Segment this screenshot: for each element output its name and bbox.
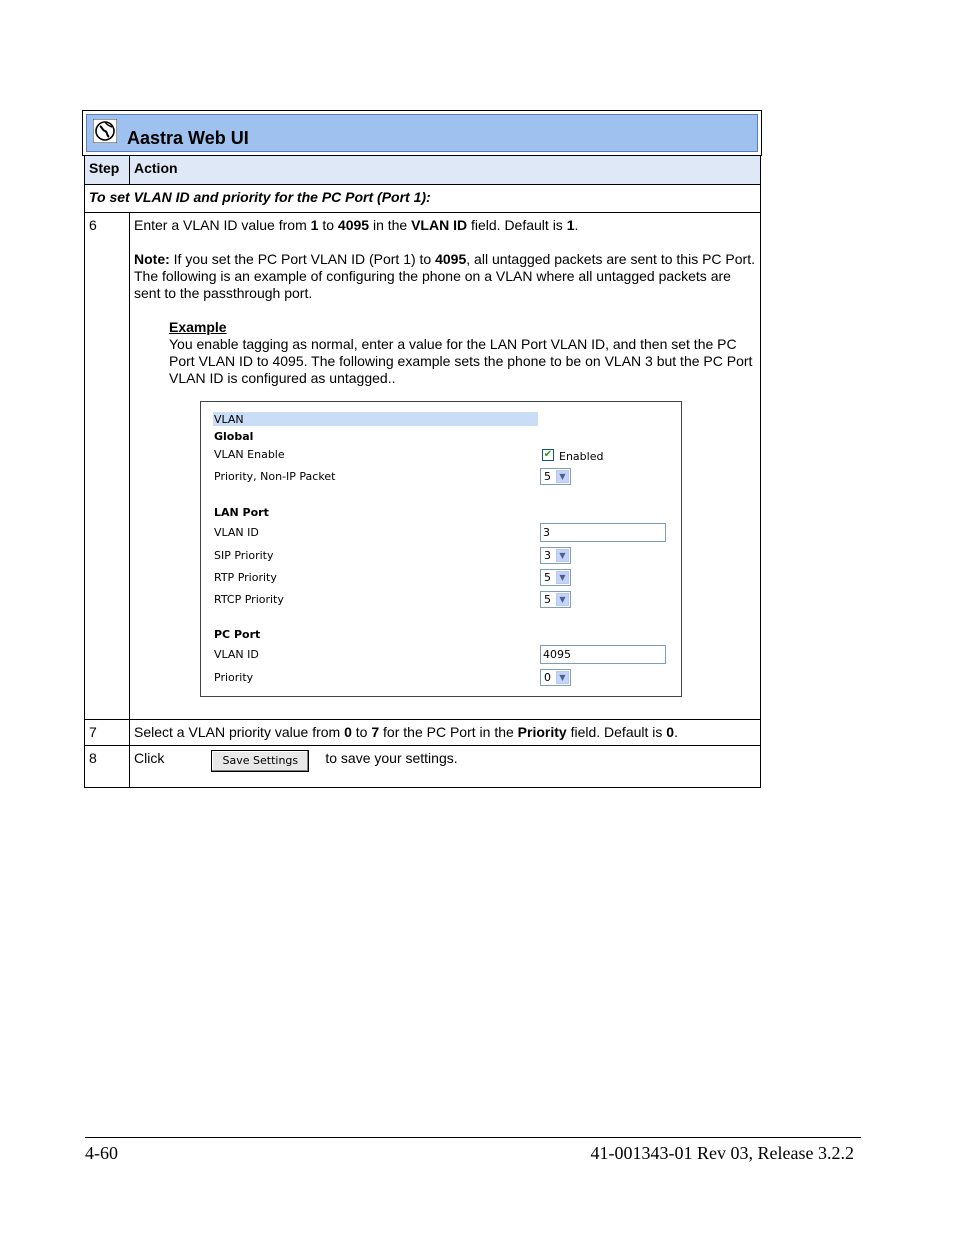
vlan-enable-checkbox[interactable]: ✔ xyxy=(543,449,553,460)
document-id: 41-001343-01 Rev 03, Release 3.2.2 xyxy=(590,1143,854,1163)
step-number: 7 xyxy=(85,720,130,746)
save-settings-button[interactable]: Save Settings xyxy=(211,750,309,772)
step-number: 6 xyxy=(85,213,130,720)
banner-title: Aastra Web UI xyxy=(127,128,249,148)
pc-port-heading: PC Port xyxy=(214,628,261,641)
sip-priority-label: SIP Priority xyxy=(214,549,274,562)
header-action: Action xyxy=(130,156,761,185)
vlan-enable-value: Enabled xyxy=(559,450,604,463)
pc-vlan-id-label: VLAN ID xyxy=(214,648,259,661)
example-block xyxy=(169,319,756,387)
globe-icon xyxy=(93,119,117,143)
table-header-row xyxy=(85,156,761,185)
rtp-priority-select[interactable]: 5 ▼ xyxy=(540,569,571,586)
vlan-enable-label: VLAN Enable xyxy=(214,448,285,461)
lan-vlan-id-label: VLAN ID xyxy=(214,526,259,539)
step-number: 8 xyxy=(85,746,130,788)
example-text: You enable tagging as normal, enter a value for the LAN Port VLAN ID, and then set the PC Port VLAN ID to 4095. The following example sets the phone to be on VLAN 3 but the PC Port VLAN ID is configured as untagged.. xyxy=(169,336,753,386)
rtcp-priority-label: RTCP Priority xyxy=(214,593,284,606)
aastra-web-ui-banner xyxy=(82,110,762,156)
table-row xyxy=(85,720,761,746)
table-row xyxy=(85,213,761,720)
global-heading: Global xyxy=(214,430,254,443)
pc-vlan-id-input[interactable]: 4095 xyxy=(540,645,666,664)
sip-priority-select[interactable]: 3 ▼ xyxy=(540,547,571,564)
table-row xyxy=(85,746,761,788)
lan-vlan-id-input[interactable]: 3 xyxy=(540,523,666,542)
rtp-priority-label: RTP Priority xyxy=(214,571,277,584)
pc-priority-label: Priority xyxy=(214,671,254,684)
banner-bar xyxy=(86,114,758,152)
save-suffix-text: to save your settings. xyxy=(325,750,458,766)
lan-port-heading: LAN Port xyxy=(214,506,269,519)
chevron-down-icon: ▼ xyxy=(556,470,569,483)
chevron-down-icon: ▼ xyxy=(556,549,569,562)
priority-nonip-label: Priority, Non-IP Packet xyxy=(214,470,336,483)
steps-table xyxy=(84,155,761,788)
page-number: 4-60 xyxy=(85,1143,118,1163)
priority-nonip-select[interactable]: 5 ▼ xyxy=(540,468,571,485)
step6-instruction: Enter a VLAN ID value from 1 to 4095 in the VLAN ID field. Default is 1. xyxy=(134,217,579,233)
vlan-settings-screenshot xyxy=(200,401,682,697)
header-step: Step xyxy=(85,156,130,185)
example-heading: Example xyxy=(169,319,227,335)
vlan-section-title: VLAN xyxy=(214,413,244,426)
step7-instruction: Select a VLAN priority value from 0 to 7 for the PC Port in the Priority field. Default is 0. xyxy=(134,724,678,740)
step-action xyxy=(130,720,761,746)
step-action xyxy=(130,213,761,720)
vlan-section-bar xyxy=(213,412,538,426)
chevron-down-icon: ▼ xyxy=(556,593,569,606)
step-action xyxy=(130,746,761,788)
footer-divider xyxy=(85,1137,861,1138)
chevron-down-icon: ▼ xyxy=(556,671,569,684)
section-row xyxy=(85,185,761,213)
chevron-down-icon: ▼ xyxy=(556,571,569,584)
click-text: Click xyxy=(134,750,165,766)
section-title: To set VLAN ID and priority for the PC Port (Port 1): xyxy=(85,185,761,213)
note-paragraph: Note: If you set the PC Port VLAN ID (Port 1) to 4095, all untagged packets are sent to this PC Port. The following is an example of configuring the phone on a VLAN where all untagged packets are sent to the passthrough port. xyxy=(134,251,755,301)
pc-priority-select[interactable]: 0 ▼ xyxy=(540,669,571,686)
rtcp-priority-select[interactable]: 5 ▼ xyxy=(540,591,571,608)
